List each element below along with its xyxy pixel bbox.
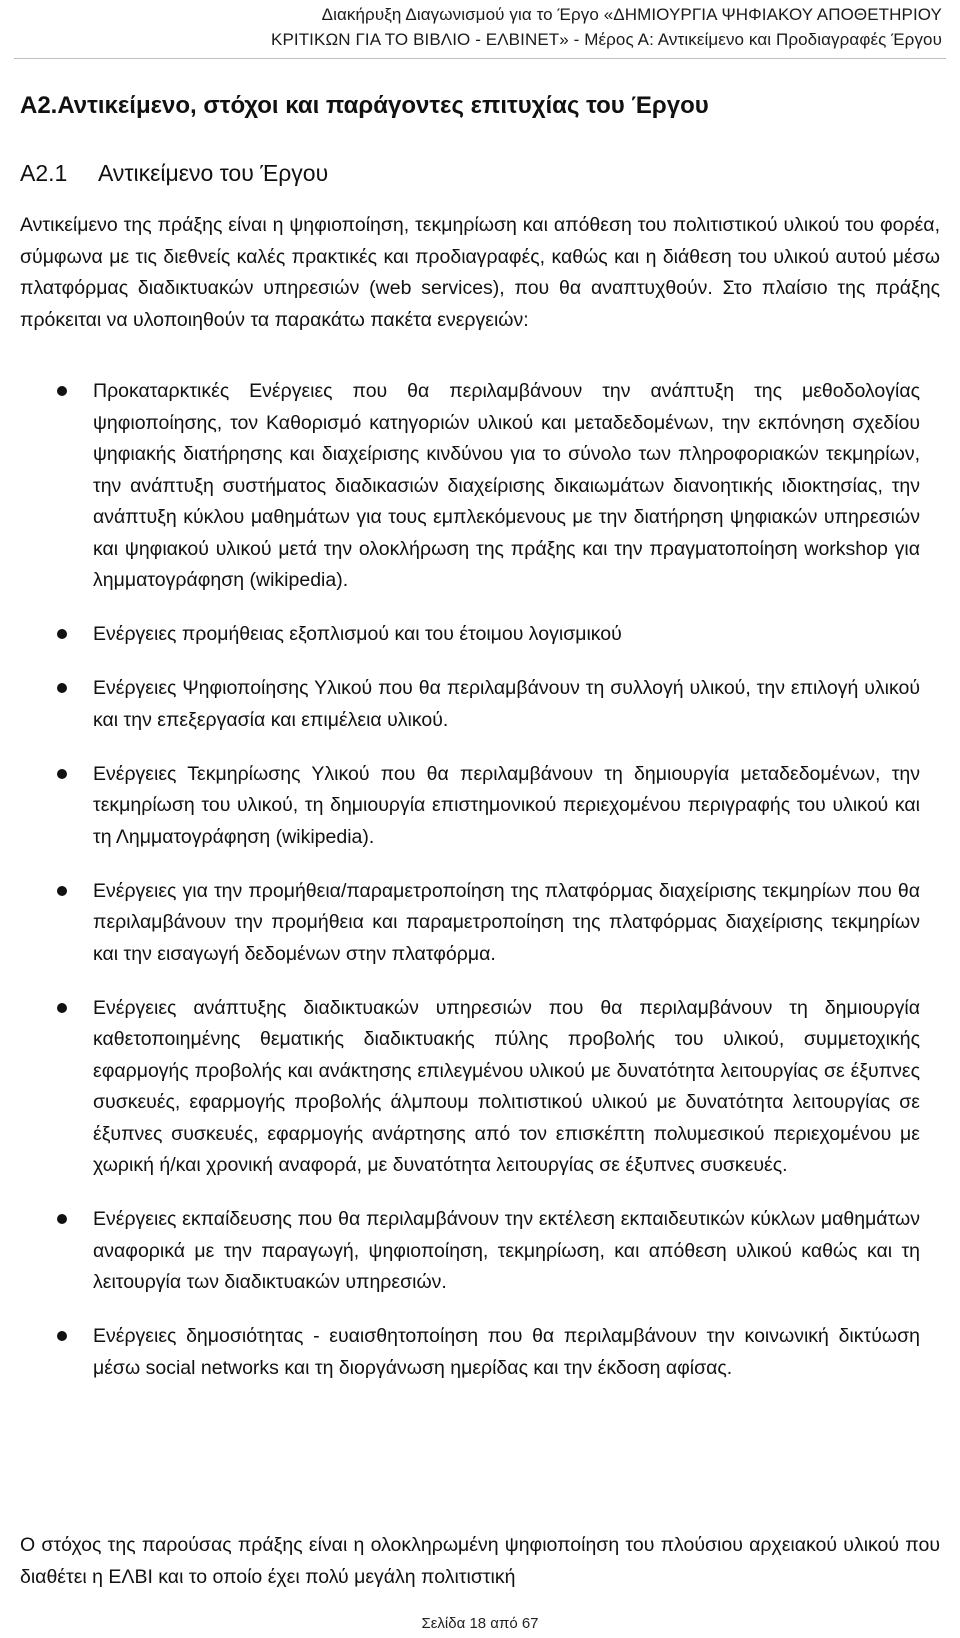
bullet-icon: [57, 629, 67, 639]
list-item: [0, 619, 920, 651]
bullet-icon: [57, 769, 67, 779]
list-item: [0, 876, 920, 971]
intro-paragraph: Αντικείμενο της πράξης είναι η ψηφιοποίηση, τεκμηρίωση και απόθεση του πολιτιστικού υλικού του φορέα, σύμφωνα με τις διεθνείς καλές πρακτικές και προδιαγραφές, καθώς και η διάθεση του υλικού αυτού μέσω πλατφόρμας διαδικτυακών υπηρεσιών (web services), που θα αναπτυχθούν. Στο πλαίσιο της πράξης πρόκειται να υλοποιηθούν τα παρακάτω πακέτα ενεργειών:: [20, 214, 940, 331]
list-item: [0, 759, 920, 854]
list-item: [0, 376, 920, 597]
bullet-icon: [57, 386, 67, 396]
closing-paragraph: Ο στόχος της παρούσας πράξης είναι η ολοκληρωμένη ψηφιοποίηση του πλούσιου αρχειακού υλικού που διαθέτει η ΕΛΒΙ και το οποίο έχει πολύ μεγάλη πολιτιστική: [20, 1534, 940, 1588]
section-title: Α2.Αντικείμενο, στόχοι και παράγοντες επιτυχίας του Έργου: [20, 92, 709, 119]
subsection-number: Α2.1: [20, 160, 68, 186]
list-item: [0, 673, 920, 736]
activity-list: [0, 376, 960, 1407]
list-item-text: Ενέργειες Ψηφιοποίησης Υλικού που θα περιλαμβάνουν τη συλλογή υλικού, την επιλογή υλικού και την επεξεργασία και επιμέλεια υλικού.: [93, 677, 920, 731]
subsection-title: Αντικείμενο του Έργου: [98, 160, 329, 186]
list-item-text: Προκαταρκτικές Ενέργειες που θα περιλαμβάνουν την ανάπτυξη της μεθοδολογίας ψηφιοποίησης, τον Καθορισμό κατηγοριών υλικού και μεταδεδομένων, την εκπόνηση σχεδίου ψηφιακής διατήρησης και διαχείρισης κινδύνου για το σύνολο των πληροφοριακών τεκμηρίων, την ανάπτυξη συστήματος διαδικασιών διαχείρισης δικαιωμάτων διανοητικής ιδιοκτησίας, την ανάπτυξη κύκλου μαθημάτων για τους εμπλεκόμενους με την διατήρηση ψηφιακών υπηρεσιών και ψηφιακού υλικού μετά την ολοκλήρωση της πράξης και την πραγματοποίηση workshop για λημματογράφηση (wikipedia).: [93, 380, 920, 591]
list-item-text: Ενέργειες για την προμήθεια/παραμετροποίηση της πλατφόρμας διαχείρισης τεκμηρίων που θα περιλαμβάνουν την προμήθεια και παραμετροποίηση της πλατφόρμας διαχείρισης τεκμηρίων και την εισαγωγή δεδομένων στην πλατφόρμα.: [93, 879, 920, 965]
header-divider: [14, 58, 946, 59]
list-item-text: Ενέργειες ανάπτυξης διαδικτυακών υπηρεσιών που θα περιλαμβάνουν τη δημιουργία καθετοποιημένης θεματικής διαδικτυακής πύλης προβολής του υλικού, συμμετοχικής εφαρμογής προβολής και ανάκτησης επιλεγμένου υλικού με δυνατότητα λειτουργίας σε έξυπνες συσκευές, εφαρμογής προβολής άλμπουμ πολιτιστικού υλικού με δυνατότητα λειτουργίας σε έξυπνες συσκευές, εφαρμογής ανάρτησης από τον επισκέπτη πολυμεσικού περιεχομένου με χωρική ή/και χρονική αναφορά, με δυνατότητα λειτουργίας σε έξυπνες συσκευές.: [93, 996, 920, 1176]
page-header: [42, 2, 942, 52]
list-item: [0, 993, 920, 1182]
list-item: [0, 1321, 920, 1384]
bullet-icon: [57, 886, 67, 896]
bullet-icon: [57, 1214, 67, 1224]
list-item-text: Ενέργειες Τεκμηρίωσης Υλικού που θα περιλαμβάνουν τη δημιουργία μεταδεδομένων, την τεκμηρίωση του υλικού, τη δημιουργία επιστημονικού περιεχομένου περιγραφής του υλικού και τη Λημματογράφηση (wikipedia).: [93, 762, 920, 848]
header-line-1: Διακήρυξη Διαγωνισμού για το Έργο «ΔΗΜΙΟΥΡΓΙΑ ΨΗΦΙΑΚΟΥ ΑΠΟΘΕΤΗΡΙΟΥ: [321, 5, 942, 24]
list-item-text: Ενέργειες δημοσιότητας - ευαισθητοποίηση που θα περιλαμβάνουν την κοινωνική δικτύωση μέσω social networks και τη διοργάνωση ημερίδας και την έκδοση αφίσας.: [93, 1325, 920, 1379]
header-line-2: ΚΡΙΤΙΚΩΝ ΓΙΑ ΤΟ ΒΙΒΛΙΟ - ΕΛΒΙΝΕΤ» - Μέρος Α: Αντικείμενο και Προδιαγραφές Έργου: [271, 30, 942, 49]
list-item-text: Ενέργειες εκπαίδευσης που θα περιλαμβάνουν την εκτέλεση εκπαιδευτικών κύκλων μαθημάτων αναφορικά με την παραγωγή, ψηφιοποίηση, τεκμηρίωση, και απόθεση υλικού καθώς και τη λειτουργία των διαδικτυακών υπηρεσιών.: [93, 1208, 920, 1293]
list-item: [0, 1204, 920, 1299]
list-item-text: Ενέργειες προμήθειας εξοπλισμού και του έτοιμου λογισμικού: [93, 623, 622, 645]
bullet-icon: [57, 1331, 67, 1341]
bullet-icon: [57, 683, 67, 693]
subsection-heading: [20, 160, 328, 187]
bullet-icon: [57, 1003, 67, 1013]
page-number: Σελίδα 18 από 67: [421, 1615, 539, 1632]
